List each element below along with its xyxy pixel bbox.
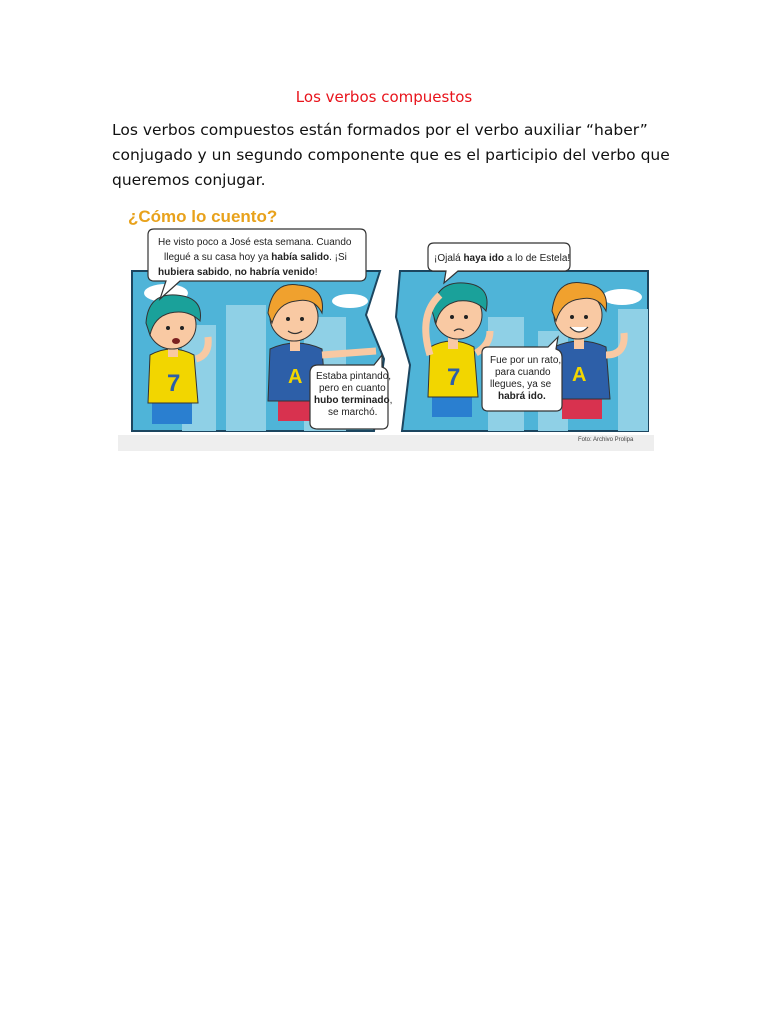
svg-text:hubo terminado, xyxy=(314,395,392,406)
svg-text:hubiera sabido, no habría veni xyxy=(158,267,317,278)
speech-bubble-panel1-bottom xyxy=(310,355,392,429)
bubble-text-bold: hubo terminado xyxy=(314,395,390,406)
cloud-shape xyxy=(602,289,642,305)
svg-text:He visto poco a José esta sema xyxy=(158,237,352,248)
bubble-text-bold: hubiera sabido xyxy=(158,267,230,278)
bubble-text-bold: haya ido xyxy=(463,253,505,264)
cloud-shape xyxy=(332,294,368,308)
bubble-text-line: llegué a su casa hoy ya xyxy=(164,252,272,263)
svg-text:A: A xyxy=(288,366,303,388)
paragraph-line: conjugado y un segundo componente que es el participio del verbo que xyxy=(112,146,670,164)
bubble-text-line: Estaba pintando, xyxy=(316,371,392,382)
bubble-text-line: pero en cuanto xyxy=(319,383,386,394)
building-shape xyxy=(618,309,648,431)
bubble-text-bold: no habría venido xyxy=(234,267,315,278)
paragraph-line: queremos conjugar. xyxy=(112,171,266,189)
document-title: Los verbos compuestos xyxy=(295,88,473,106)
bubble-text-line: He visto poco a José esta semana. Cuando xyxy=(158,237,352,248)
intro-paragraph xyxy=(112,118,672,193)
bubble-text-line: se marchó. xyxy=(328,407,378,418)
bubble-text-line: . ¡Si xyxy=(329,252,347,263)
bubble-text-line: a lo de Estela! xyxy=(504,253,571,264)
bubble-text-line: Fue por un rato, xyxy=(490,355,562,366)
bubble-text-line: , xyxy=(229,267,235,278)
bubble-text-line: ! xyxy=(314,267,318,278)
svg-text:¡Ojalá haya ido a lo de Estela xyxy=(434,253,570,264)
comic-bottom-strip xyxy=(118,435,654,451)
bubble-text-line: para cuando xyxy=(495,367,551,378)
paragraph-line: Los verbos compuestos están formados por el verbo auxiliar “haber” xyxy=(112,121,648,139)
svg-text:llegué a su casa hoy ya había xyxy=(164,252,347,263)
bubble-text-bold: habrá ido. xyxy=(498,391,546,402)
comic-heading: ¿Cómo lo cuento? xyxy=(128,207,278,226)
bubble-text-line: , xyxy=(389,395,393,406)
comic-panel-2 xyxy=(396,243,648,443)
comic-strip xyxy=(118,205,654,453)
speech-bubble-panel2-bottom xyxy=(482,337,562,411)
comic-panel-1 xyxy=(132,229,392,431)
svg-text:A: A xyxy=(572,364,587,386)
comic-illustration xyxy=(118,205,654,453)
building-shape xyxy=(226,305,266,431)
bubble-text-bold: había salido xyxy=(271,252,330,263)
bubble-text-line: ¡Ojalá xyxy=(434,253,464,264)
svg-text:7: 7 xyxy=(167,370,181,397)
bubble-text-line: llegues, ya se xyxy=(490,379,552,390)
svg-text:7: 7 xyxy=(447,364,461,391)
photo-credit: Foto: Archivo Prolipa xyxy=(578,437,634,443)
